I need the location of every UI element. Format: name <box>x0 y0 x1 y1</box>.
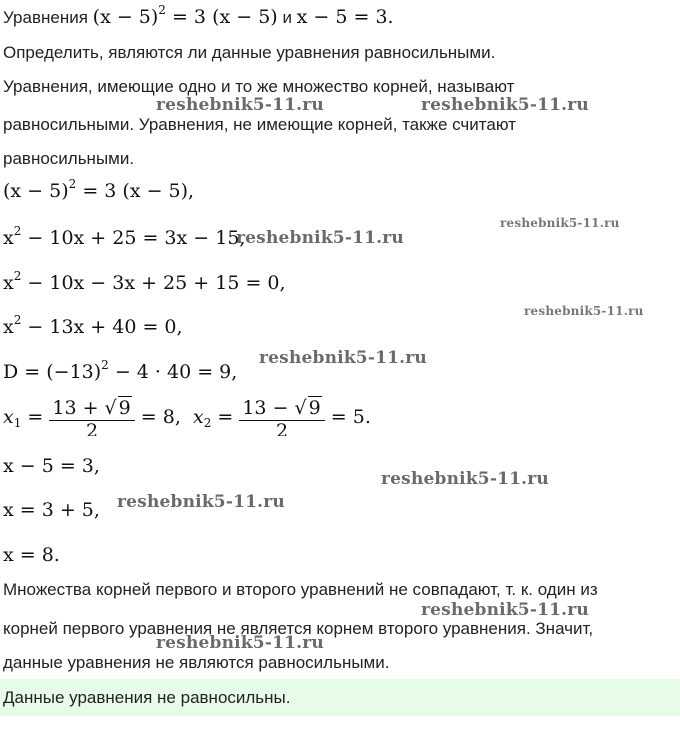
question-text: Определить, являются ли данные уравнения равносильными. <box>3 43 496 62</box>
x1-equals: = <box>21 406 50 428</box>
watermark: reshebnik5-11.ru <box>156 95 324 115</box>
line1-base: (x − 5) <box>3 180 69 202</box>
line3-base: x <box>3 272 14 294</box>
x2-value: = 5. <box>324 406 371 428</box>
definition-line-1: Уравнения, имеющие одно и то же множество корней, называют <box>3 77 515 96</box>
solution-line-5 <box>3 358 238 383</box>
x2-denominator: 2 <box>275 421 289 436</box>
x2-subscript: 2 <box>203 416 212 430</box>
equation-one-exp: 2 <box>158 3 166 17</box>
x1-label: x <box>3 406 14 428</box>
answer-text: Данные уравнения не равносильны. <box>3 688 291 707</box>
line3-exp: 2 <box>13 269 22 283</box>
solution-line-1 <box>3 177 195 202</box>
x2-equals: = <box>211 406 240 428</box>
sqrt-icon: 9 <box>308 397 321 419</box>
solution-line-9: x = 8. <box>3 544 60 566</box>
watermark: reshebnik5-11.ru <box>381 469 549 489</box>
definition-line-2: равносильными. Уравнения, не имеющие корней, также считают <box>3 115 516 134</box>
x1-value: = 8, <box>134 406 181 428</box>
solution-line-4 <box>3 313 183 338</box>
line4-rest: − 13x + 40 = 0, <box>21 316 183 338</box>
x2-label: x <box>192 406 204 428</box>
roots-line <box>3 398 371 438</box>
watermark: reshebnik5-11.ru <box>500 216 620 230</box>
solution-line-7: x − 5 = 3, <box>3 455 100 477</box>
line1-rest: = 3 (x − 5), <box>76 180 195 202</box>
conclusion-line-2: корней первого уравнения не является корнем второго уравнения. Значит, <box>3 619 594 638</box>
line5-base: D = (−13) <box>3 361 102 383</box>
x2-fraction <box>239 396 324 436</box>
solution-line-8: x = 3 + 5, <box>3 499 100 521</box>
line5-rest: − 4 · 40 = 9, <box>108 361 238 383</box>
line4-base: x <box>3 316 14 338</box>
x2-numerator <box>239 396 324 421</box>
watermark: reshebnik5-11.ru <box>524 304 644 318</box>
solution-line-3 <box>3 269 286 294</box>
x1-subscript: 1 <box>13 416 22 430</box>
watermark: reshebnik5-11.ru <box>421 600 589 620</box>
x1-denominator: 2 <box>86 421 99 436</box>
line2-base: x <box>3 227 14 249</box>
solution-line-2 <box>3 224 246 249</box>
radical-sign-icon: √ <box>104 397 117 419</box>
x1-numerator <box>49 396 134 421</box>
definition-line-3: равносильными. <box>3 149 135 168</box>
equation-two: x − 5 = 3. <box>296 6 394 28</box>
equation-one-base: (x − 5) <box>92 6 159 28</box>
equation-one-rhs: = 3 (x − 5) <box>165 6 278 28</box>
equation-one <box>92 3 278 28</box>
title-prefix: Уравнения <box>3 8 88 27</box>
watermark: reshebnik5-11.ru <box>156 633 324 653</box>
x1-num-text: 13 + <box>52 397 105 419</box>
conclusion-line-3: данные уравнения не являются равносильными. <box>3 653 390 672</box>
title-joiner: и <box>282 8 292 27</box>
problem-statement <box>3 3 394 28</box>
line3-rest: − 10x − 3x + 25 + 15 = 0, <box>21 272 286 294</box>
watermark: reshebnik5-11.ru <box>117 492 285 512</box>
line1-exp: 2 <box>68 177 77 191</box>
line5-exp: 2 <box>101 358 109 372</box>
watermark: reshebnik5-11.ru <box>236 228 404 248</box>
sqrt-icon: 9 <box>118 397 131 419</box>
watermark: reshebnik5-11.ru <box>259 348 427 368</box>
line4-exp: 2 <box>13 313 22 327</box>
watermark: reshebnik5-11.ru <box>421 95 589 115</box>
x2-num-text: 13 − <box>242 397 295 419</box>
radical-sign-icon: √ <box>294 397 307 419</box>
line2-exp: 2 <box>13 224 22 238</box>
conclusion-line-1: Множества корней первого и второго уравнений не совпадают, т. к. один из <box>3 580 598 599</box>
line2-rest: − 10x + 25 = 3x − 15, <box>21 227 246 249</box>
x1-fraction <box>49 396 134 436</box>
answer-box <box>0 679 680 716</box>
